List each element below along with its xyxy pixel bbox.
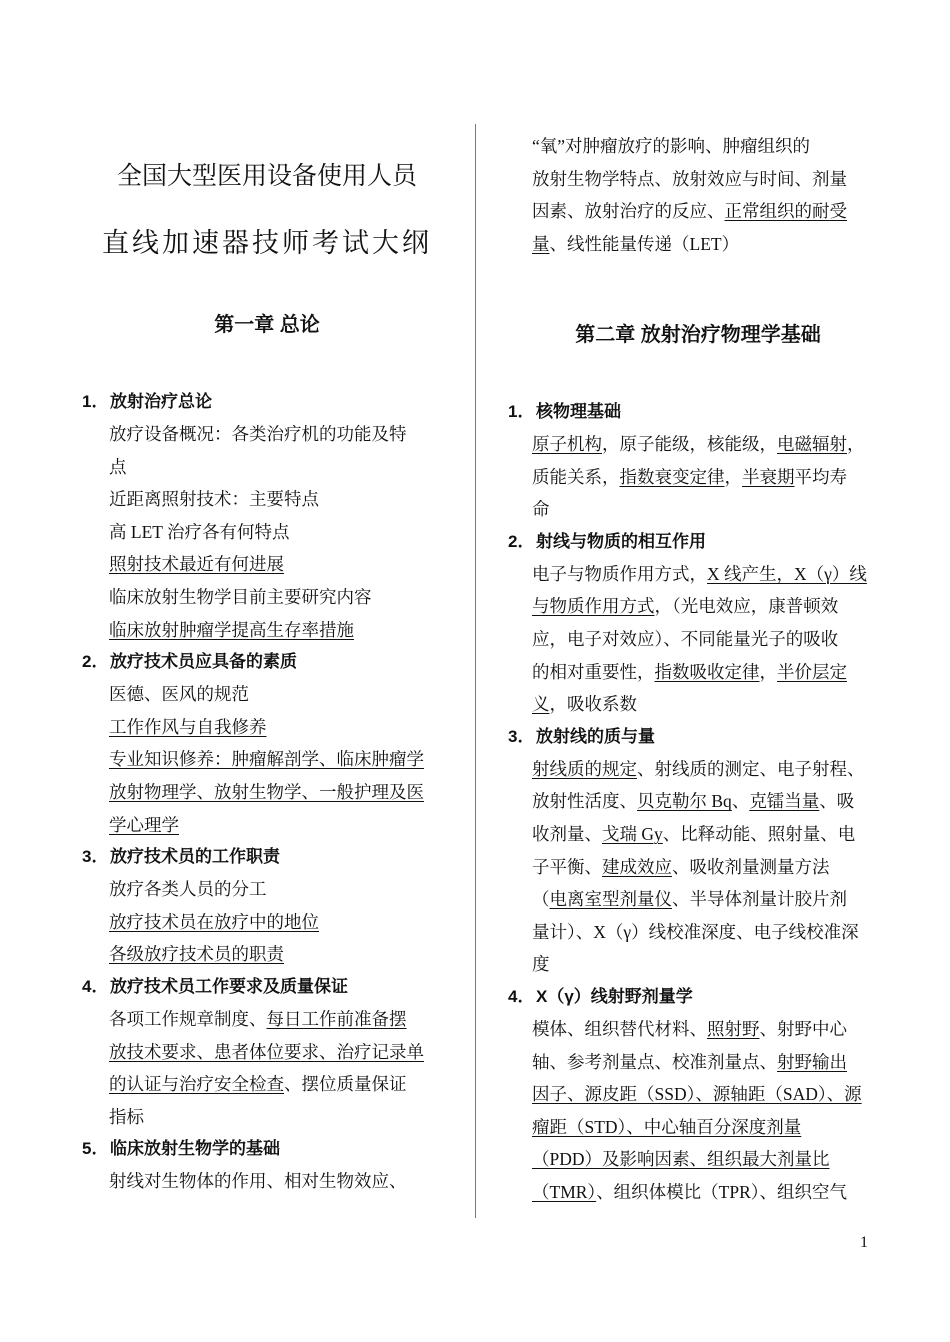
body-text-line <box>82 1068 452 1101</box>
section-heading <box>82 1133 452 1165</box>
text-segment: 应，电子对效应）、不同能量光子的吸收 <box>532 628 839 649</box>
body-text-line <box>508 1013 888 1046</box>
underlined-text: 因子、源皮距（SSD）、源轴距（SAD）、源 <box>532 1084 862 1105</box>
section-number: 2． <box>508 531 535 551</box>
body-text-line <box>82 938 452 971</box>
text-segment: 临床放射生物学目前主要研究内容 <box>109 586 372 607</box>
section-heading <box>508 721 888 753</box>
underlined-text: 指数吸收定律 <box>654 661 760 682</box>
section-heading <box>82 386 452 418</box>
body-text-line <box>508 493 888 526</box>
underlined-text: （TMR） <box>532 1181 597 1202</box>
underlined-text: 的认证与治疗安全检查 <box>109 1074 284 1095</box>
page-number: 1 <box>860 1234 868 1251</box>
body-text-line <box>508 428 888 461</box>
underlined-text: 专业知识修养：肿瘤解剖学、临床肿瘤学 <box>109 749 424 770</box>
text-segment: 各项工作规章制度、 <box>109 1008 267 1029</box>
section-heading <box>508 396 888 428</box>
text-segment: 、组织体模比（TPR）、组织空气 <box>596 1181 848 1202</box>
section-title: 放疗技术员工作要求及质量保证 <box>110 976 348 996</box>
underlined-text: 射野输出 <box>777 1051 847 1072</box>
underlined-text: 建成效应 <box>602 856 672 877</box>
underlined-text: 射线质的规定 <box>532 758 637 779</box>
chapter-title: 第一章 总论 <box>214 314 320 336</box>
text-segment: ，（光电效应，康普顿效 <box>654 596 839 617</box>
body-text-line <box>508 883 888 916</box>
body-text-line <box>508 1143 888 1176</box>
underlined-text: X 线产生，X（γ）线 <box>707 563 867 584</box>
body-text-line <box>508 130 888 163</box>
underlined-text: 电离室型剂量仪 <box>549 889 672 910</box>
body-text-line <box>82 906 452 939</box>
section-title: 放射治疗总论 <box>110 392 212 411</box>
text-segment: 近距离照射技术：主要特点 <box>109 489 319 510</box>
underlined-text: 指数衰变定律 <box>619 466 725 487</box>
section-title: 核物理基础 <box>536 402 621 421</box>
section-heading <box>82 841 452 873</box>
body-text-line <box>508 228 888 261</box>
text-segment: 指标 <box>109 1106 144 1127</box>
text-segment: 收剂量、 <box>532 823 602 844</box>
text-segment: “氧”对肿瘤放疗的影响、肿瘤组织的 <box>532 136 811 156</box>
underlined-text: 与物质作用方式 <box>532 596 655 617</box>
body-text-line <box>508 688 888 721</box>
underlined-text: 各级放疗技术员的职责 <box>109 944 284 965</box>
text-segment: 命 <box>532 499 550 520</box>
section-title: 射线与物质的相互作用 <box>536 531 706 551</box>
underlined-text: 照射野 <box>707 1018 760 1039</box>
section-title: 临床放射生物学的基础 <box>110 1139 280 1159</box>
body-text-line <box>508 1046 888 1079</box>
section-title: 放疗技术员应具备的素质 <box>110 652 297 672</box>
underlined-text: 贝克勒尔 Bq <box>637 791 732 812</box>
text-segment: 、半导体剂量计胶片剂 <box>672 889 847 910</box>
body-text-line <box>508 558 888 591</box>
text-segment: ， <box>759 661 777 682</box>
text-segment: 子平衡、 <box>532 856 602 877</box>
text-segment: （ <box>532 889 550 910</box>
body-text-line <box>82 711 452 744</box>
section-number: 3． <box>82 847 109 867</box>
underlined-text: 半衰期 <box>742 466 795 487</box>
text-segment: 放射生物学特点、放射效应与时间、剂量 <box>532 168 847 189</box>
body-text-line <box>82 1003 452 1036</box>
section-number: 5． <box>82 1139 109 1159</box>
underlined-text: 原子机构 <box>532 434 602 454</box>
body-text-line <box>82 1101 452 1134</box>
body-text-line <box>508 163 888 196</box>
body-text-line <box>508 818 888 851</box>
text-segment: 、吸收剂量测量方法 <box>672 856 830 877</box>
body-text-line <box>508 1176 888 1209</box>
section-number: 4． <box>508 986 535 1006</box>
text-segment: 电子与物质作用方式， <box>532 563 707 584</box>
body-text-line <box>82 809 452 842</box>
text-segment: 、吸 <box>819 791 855 812</box>
text-segment: 质能关系， <box>532 466 620 487</box>
body-text-line <box>82 743 452 776</box>
body-text-line <box>508 948 888 981</box>
section-number: 3． <box>508 726 535 746</box>
body-text-line <box>82 873 452 906</box>
body-text-line <box>82 1165 452 1198</box>
section-title: 放射线的质与量 <box>536 726 655 746</box>
text-segment: 射线对生物体的作用、相对生物效应、 <box>109 1171 407 1192</box>
text-segment: ，原子能级，核能级， <box>602 434 777 454</box>
body-text-line <box>508 753 888 786</box>
underlined-text: 工作作风与自我修养 <box>109 716 267 737</box>
underlined-text: 半价层定 <box>777 661 847 682</box>
body-text-line <box>508 590 888 623</box>
section-title: 放疗技术员的工作职责 <box>110 847 280 867</box>
body-text-line <box>508 656 888 689</box>
underlined-text: 放射物理学、放射生物学、一般护理及医 <box>109 781 424 802</box>
section-title: X（γ）线射野剂量学 <box>536 986 693 1006</box>
text-segment: 因素、放射治疗的反应、 <box>532 201 725 222</box>
body-text-line <box>508 195 888 228</box>
document-title-line1: 全国大型医用设备使用人员 <box>116 162 417 190</box>
section-number: 1． <box>82 392 109 411</box>
body-text-line <box>508 1078 888 1111</box>
underlined-text: 电磁辐射 <box>777 434 847 454</box>
text-segment: 模体、组织替代材料、 <box>532 1018 707 1039</box>
text-segment: 、线性能量传递（LET） <box>549 233 740 254</box>
underlined-text: 学心理学 <box>109 814 179 835</box>
body-text-line <box>508 851 888 884</box>
underlined-text: 放技术要求、患者体位要求、治疗记录单 <box>109 1041 424 1062</box>
underlined-text: 每日工作前准备摆 <box>266 1008 407 1029</box>
left-section-list <box>82 386 452 1198</box>
text-segment: ， <box>724 466 742 487</box>
text-segment: 医德、医风的规范 <box>109 684 249 705</box>
section-heading <box>508 981 888 1013</box>
text-segment: ，吸收系数 <box>549 694 637 715</box>
text-segment: 的相对重要性， <box>532 661 655 682</box>
continued-text <box>508 130 888 260</box>
underlined-text: 照射技术最近有何进展 <box>109 554 284 575</box>
section-heading <box>82 646 452 678</box>
text-segment: 放疗设备概况：各类治疗机的功能及特 <box>109 424 407 444</box>
text-segment: 、比释动能、照射量、电 <box>662 823 856 844</box>
text-segment: 放疗各类人员的分工 <box>109 879 267 900</box>
text-segment: ， <box>847 434 865 454</box>
body-text-line <box>82 548 452 581</box>
underlined-text: 放疗技术员在放疗中的地位 <box>109 911 319 932</box>
body-text-line <box>82 678 452 711</box>
text-segment: 高 LET 治疗各有何特点 <box>109 521 290 542</box>
underlined-text: 义 <box>532 694 550 715</box>
column-divider <box>475 124 476 1218</box>
body-text-line <box>82 1036 452 1069</box>
body-text-line <box>82 776 452 809</box>
underlined-text: 瘤距（STD）、中心轴百分深度剂量 <box>532 1116 802 1137</box>
underlined-text: 临床放射肿瘤学提高生存率措施 <box>109 619 354 640</box>
body-text-line <box>82 451 452 484</box>
section-heading <box>82 971 452 1003</box>
text-segment: 量计）、X（γ）线校准深度、电子线校准深 <box>532 921 859 942</box>
chapter-title: 第二章 放射治疗物理学基础 <box>575 324 821 346</box>
body-text-line <box>82 581 452 614</box>
body-text-line <box>508 785 888 818</box>
underlined-text: 量 <box>532 233 550 254</box>
body-text-line <box>508 1111 888 1144</box>
section-number: 2． <box>82 652 109 672</box>
text-segment: 平均寿 <box>794 466 847 487</box>
underlined-text: 克镭当量 <box>749 791 820 812</box>
text-segment: 、射野中心 <box>759 1018 847 1039</box>
body-text-line <box>508 916 888 949</box>
section-number: 4． <box>82 976 109 996</box>
underlined-text: 戈瑞 Gy <box>602 823 663 844</box>
text-segment: 点 <box>109 456 127 477</box>
body-text-line <box>508 623 888 656</box>
text-segment: 、 <box>731 791 750 812</box>
section-number: 1． <box>508 402 535 421</box>
text-segment: 、摆位质量保证 <box>284 1074 407 1095</box>
body-text-line <box>508 461 888 494</box>
document-title-line2: 直线加速器技师考试大纲 <box>102 228 432 258</box>
body-text-line <box>82 418 452 451</box>
underlined-text: （PDD）及影响因素、组织最大剂量比 <box>532 1149 830 1170</box>
body-text-line <box>82 516 452 549</box>
text-segment: 度 <box>532 954 550 975</box>
text-segment: 、射线质的测定、电子射程、 <box>637 758 865 779</box>
underlined-text: 正常组织的耐受 <box>724 201 847 222</box>
right-section-list <box>508 396 888 1208</box>
section-heading <box>508 526 888 558</box>
body-text-line <box>82 614 452 647</box>
text-segment: 放射性活度、 <box>532 791 637 812</box>
body-text-line <box>82 483 452 516</box>
text-segment: 轴、参考剂量点、校准剂量点、 <box>532 1051 777 1072</box>
